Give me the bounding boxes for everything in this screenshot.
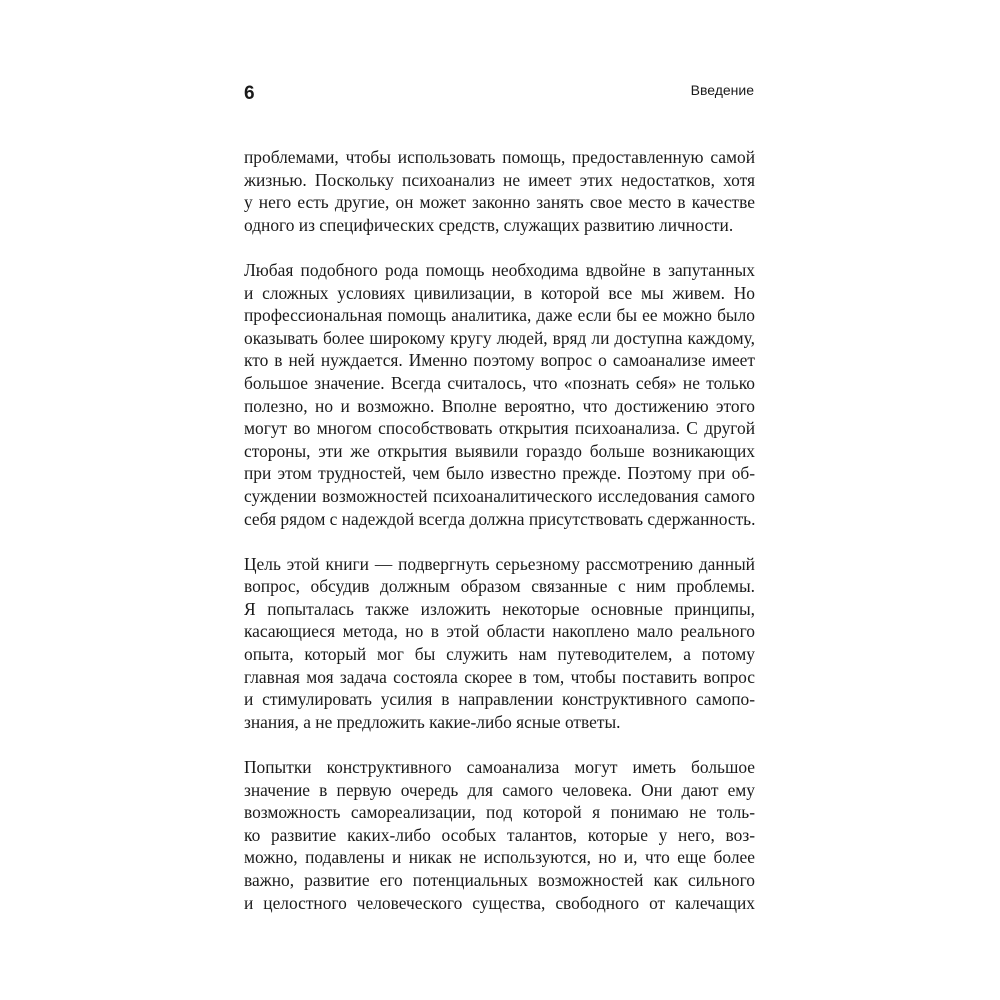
paragraph (244, 259, 755, 530)
section-title: Введение (690, 82, 754, 98)
text-line: большое значение. Всегда считалось, что «познать себя» не только (244, 372, 755, 393)
text-line: Цель этой книги — подвергнуть серьезному рассмотрению данный (244, 553, 755, 574)
text-line: опыта, который мог бы служить нам путеводителем, а потому (244, 644, 755, 665)
text-line: могут во многом способствовать открытия психоанализа. С другой (244, 418, 755, 439)
text-line: возможность самореализации, под которой я понимаю не толь- (244, 802, 755, 823)
text-line: и сложных условиях цивилизации, в которой все мы живем. Но (244, 282, 755, 303)
text-line: проблемами, чтобы использовать помощь, предоставленную самой (244, 147, 755, 167)
text-line: кто в ней нуждается. Именно поэтому вопрос о самоанализе имеет (244, 350, 755, 371)
paragraph (244, 146, 755, 236)
text-line: жизнью. Поскольку психоанализ не имеет этих недостатков, хотя (244, 169, 755, 190)
text-line: стороны, эти же открытия выявили гораздо больше возникающих (244, 440, 755, 461)
text-line: ко развитие каких-либо особых талантов, которые у него, воз- (244, 824, 755, 845)
text-line: знания, а не предложить какие-либо ясные ответы. (244, 711, 621, 732)
text-line: полезно, но и возможно. Вполне вероятно, что достижению этого (244, 395, 755, 416)
page-number: 6 (244, 83, 255, 104)
text-line: вопрос, обсудив должным образом связанные с ним проблемы. (244, 576, 755, 597)
text-line: важно, развитие его потенциальных возможностей как сильного (244, 870, 755, 890)
text-line: значение в первую очередь для самого человека. Они дают ему (244, 779, 755, 800)
text-line: Я попыталась также изложить некоторые основные принципы, (244, 598, 755, 619)
text-line: профессиональная помощь аналитика, даже если бы ее можно было (244, 305, 755, 326)
text-line: можно, подавлены и никак не используются, но и, что еще более (244, 847, 755, 868)
text-line: у него есть другие, он может законно занять свое место в качестве (244, 192, 755, 213)
text-line: касающиеся метода, но в этой области накоплено мало реального (244, 621, 755, 642)
text-line: и целостного человеческого существа, свободного от калечащих (244, 892, 755, 913)
text-line: и стимулировать усилия в направлении конструктивного самопо- (244, 689, 755, 710)
paragraph (244, 756, 755, 914)
body-text (244, 146, 755, 914)
text-line: Любая подобного рода помощь необходима вдвойне в запутанных (244, 259, 755, 280)
text-line: себя рядом с надеждой всегда должна присутствовать сдержанность. (244, 508, 756, 529)
text-line: одного из специфических средств, служащих развитию личности. (244, 214, 734, 235)
text-line: главная моя задача состояла скорее в том, чтобы поставить вопрос (244, 666, 755, 687)
text-line: при этом трудностей, чем было известно прежде. Поэтому при об- (244, 463, 755, 484)
paragraph (244, 553, 755, 734)
text-line: оказывать более широкому кругу людей, вряд ли доступна каждому, (244, 327, 755, 348)
text-line: суждении возможностей психоаналитического исследования самого (244, 485, 755, 506)
text-line: Попытки конструктивного самоанализа могут иметь большое (244, 757, 755, 778)
